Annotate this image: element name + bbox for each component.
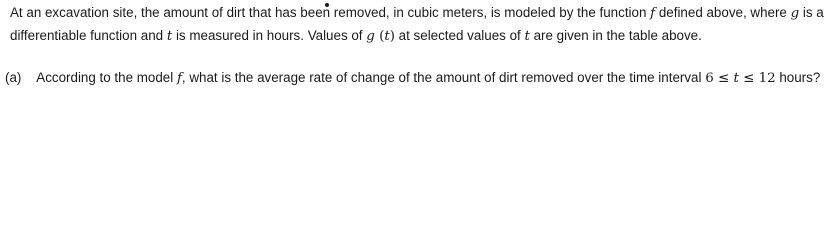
intro-text: is a [799,5,824,20]
question-text: According to the model [36,70,177,85]
intro-text: are given in the table above. [529,28,702,43]
interval-upper-bound: 12 [758,71,776,86]
less-equal-sign: ≤ [738,71,759,86]
paren-open: ( [374,29,385,44]
function-f: f [176,71,182,86]
less-equal-sign: ≤ [713,71,734,86]
function-g: g [790,6,800,21]
interval-lower-bound: 6 [705,71,714,86]
function-g-of-t-g: g [366,29,375,44]
paren-close: ) [389,29,395,44]
intro-text: at selected values of [394,28,525,43]
question-text: , what is the average rate of change of the amount of dirt removed over the time interval [181,70,706,85]
intro-line-2 [10,27,702,46]
question-spacer [21,70,36,85]
function-f: f [650,6,656,21]
interval-variable: t [733,71,739,86]
function-g-of-t-t: t [384,29,390,44]
intro-line-1 [10,4,824,23]
question-label: (a) [5,70,22,85]
question-a [5,69,820,88]
intro-text: differentiable function and [10,28,167,43]
question-text: hours? [775,70,821,85]
intro-text: defined above, where [655,5,791,20]
intro-text: At an excavation site, the amount of dirt that has been removed, in cubic meters, is modeled by the function [10,5,651,20]
intro-text: is measured in hours. Values of [172,28,367,43]
variable-t: t [524,29,530,44]
variable-t: t [166,29,173,44]
